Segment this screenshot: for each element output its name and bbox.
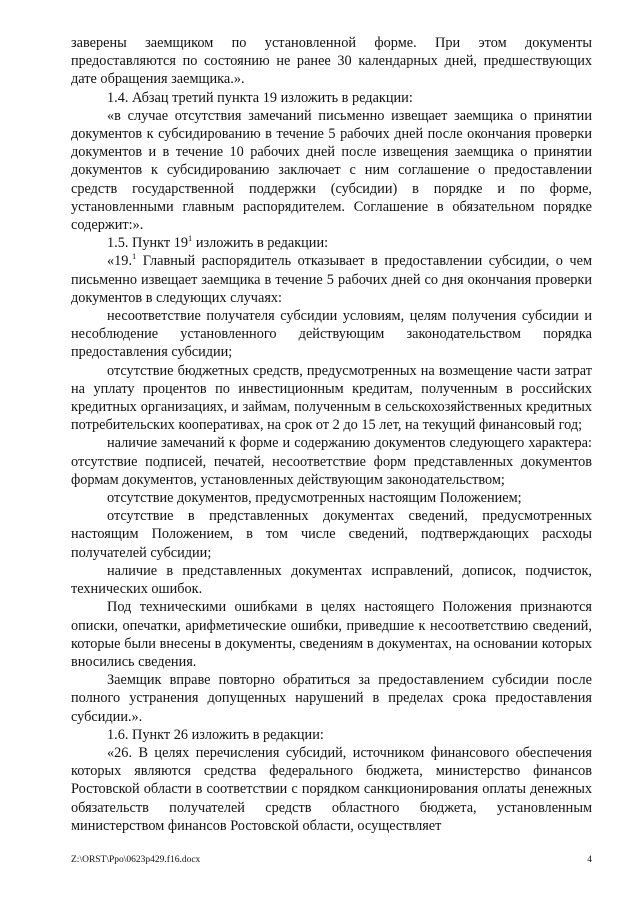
paragraph: отсутствие бюджетных средств, предусмотренных на возмещение части затрат на уплату процентов по инвестиционным кредитам, полученным в российских кредитных организациях, и займам, полученным в сельскохозяйственных кредитных потребительских кооперативах, на срок от 2 до 15 лет, на текущий финансовый год; xyxy=(71,362,592,434)
paragraph: 1.6. Пункт 26 изложить в редакции: xyxy=(107,726,324,743)
paragraph: заверены заемщиком по установленной форме. При этом документы предоставляются по состоянию не ранее 30 календарных дней, предшествующих дате обращения заемщика.». xyxy=(71,35,592,88)
paragraph-text: «19. xyxy=(107,253,133,270)
paragraph: наличие в представленных документах исправлений, дописок, подчисток, технических ошибок. xyxy=(71,562,592,598)
paragraph xyxy=(71,252,592,307)
paragraph: «в случае отсутствия замечаний письменно извещает заемщика о принятии документов к субсидированию в течение 5 рабочих дней после окончания проверки документов и в течение 10 рабочих дней после извещения заемщика о принятии документов к субсидированию заключает с ним соглашение о предоставлении средств государственной поддержки (субсидии) в порядке и по форме, установленными главным распорядителем. Соглашение в обязательном порядке содержит:». xyxy=(71,107,592,234)
file-path: Z:\ORST\Ppo\0623p429.f16.docx xyxy=(71,855,201,865)
paragraph xyxy=(71,234,592,252)
superscript: 1 xyxy=(132,251,137,262)
paragraph: наличие замечаний к форме и содержанию документов следующего характера: отсутствие подписей, печатей, несоответствие форм представленных документов формам документов, установленных действующим законодательством; xyxy=(71,435,592,488)
paragraph: 1.4. Абзац третий пункта 19 изложить в редакции: xyxy=(107,89,413,106)
paragraph-text: Главный распорядитель отказывает в предоставлении субсидии, о чем письменно извещает заемщика в течение 5 рабочих дней со дня окончания проверки документов в следующих случаях: xyxy=(71,253,592,306)
paragraph-text: изложить в редакции: xyxy=(192,235,329,252)
paragraph: несоответствие получателя субсидии условиям, целям получения субсидии и несоблюдение установленного действующим законодательством порядка предоставления субсидии; xyxy=(71,308,592,361)
paragraph: отсутствие документов, предусмотренных настоящим Положением; xyxy=(107,490,522,507)
page-footer xyxy=(71,854,592,866)
document-body xyxy=(71,34,592,835)
page-number: 4 xyxy=(587,855,592,865)
paragraph: отсутствие в представленных документах сведений, предусмотренных настоящим Положением, в том числе сведений, подтверждающих расходы получателей субсидии; xyxy=(71,508,592,561)
superscript: 1 xyxy=(188,233,193,244)
paragraph-text: 1.5. Пункт 19 xyxy=(107,235,189,252)
paragraph: «26. В целях перечисления субсидий, источником финансового обеспечения которых являются средства федерального бюджета, министерство финансов Ростовской области в соответствии с порядком санкционирования оплаты денежных обязательств получателей средств областного бюджета, установленным министерством финансов Ростовской области, осуществляет xyxy=(71,744,592,834)
paragraph: Под техническими ошибками в целях настоящего Положения признаются описки, опечатки, арифметические ошибки, приведшие к несоответствию сведений, которые были внесены в документы, сведениям в документах, на основании которых вносились сведения. xyxy=(71,599,592,670)
paragraph: Заемщик вправе повторно обратиться за предоставлением субсидии после полного устранения допущенных нарушений в пределах срока предоставления субсидии.». xyxy=(71,672,592,725)
